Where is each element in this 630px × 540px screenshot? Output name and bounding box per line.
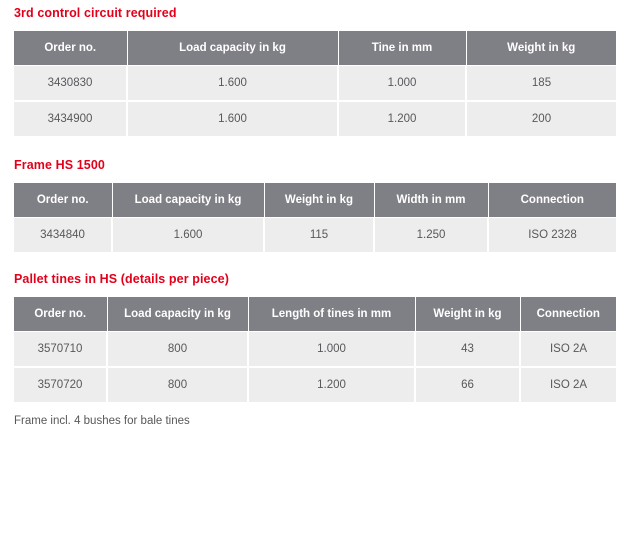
column-header: Connection (520, 297, 616, 332)
cell-order-no: 3430830 (14, 66, 127, 102)
column-header: Load capacity in kg (112, 183, 264, 218)
cell-load-capacity: 1.600 (127, 101, 338, 136)
spec-table-3 (14, 297, 616, 402)
spec-table-1 (14, 31, 616, 136)
cell-load-capacity: 800 (107, 332, 248, 368)
table-row (14, 218, 616, 253)
cell-load-capacity: 1.600 (112, 218, 264, 253)
cell-weight: 185 (466, 66, 616, 102)
cell-weight: 115 (264, 218, 374, 253)
section-title-2: Frame HS 1500 (14, 158, 105, 172)
table-row (14, 66, 616, 102)
column-header: Tine in mm (338, 31, 466, 66)
column-header: Order no. (14, 31, 127, 66)
cell-load-capacity: 800 (107, 367, 248, 402)
table-header-row (14, 297, 616, 332)
cell-tine: 1.200 (338, 101, 466, 136)
cell-tine: 1.000 (338, 66, 466, 102)
cell-connection: ISO 2A (520, 367, 616, 402)
section-title-3: Pallet tines in HS (details per piece) (14, 272, 229, 286)
table-row (14, 367, 616, 402)
column-header: Connection (488, 183, 616, 218)
cell-order-no: 3570710 (14, 332, 107, 368)
column-header: Order no. (14, 183, 112, 218)
cell-order-no: 3434900 (14, 101, 127, 136)
cell-width: 1.250 (374, 218, 488, 253)
cell-weight: 200 (466, 101, 616, 136)
cell-length-of-tines: 1.000 (248, 332, 415, 368)
cell-connection: ISO 2328 (488, 218, 616, 253)
cell-weight: 66 (415, 367, 520, 402)
column-header: Load capacity in kg (127, 31, 338, 66)
cell-order-no: 3434840 (14, 218, 112, 253)
column-header: Order no. (14, 297, 107, 332)
spec-table-2 (14, 183, 616, 252)
column-header: Weight in kg (415, 297, 520, 332)
cell-order-no: 3570720 (14, 367, 107, 402)
column-header: Load capacity in kg (107, 297, 248, 332)
column-header: Width in mm (374, 183, 488, 218)
table-header-row (14, 183, 616, 218)
column-header: Weight in kg (264, 183, 374, 218)
table-row (14, 101, 616, 136)
cell-weight: 43 (415, 332, 520, 368)
cell-load-capacity: 1.600 (127, 66, 338, 102)
cell-length-of-tines: 1.200 (248, 367, 415, 402)
section-title-1: 3rd control circuit required (14, 6, 177, 20)
column-header: Length of tines in mm (248, 297, 415, 332)
table-row (14, 332, 616, 368)
table-header-row (14, 31, 616, 66)
cell-connection: ISO 2A (520, 332, 616, 368)
footnote: Frame incl. 4 bushes for bale tines (14, 415, 190, 427)
column-header: Weight in kg (466, 31, 616, 66)
